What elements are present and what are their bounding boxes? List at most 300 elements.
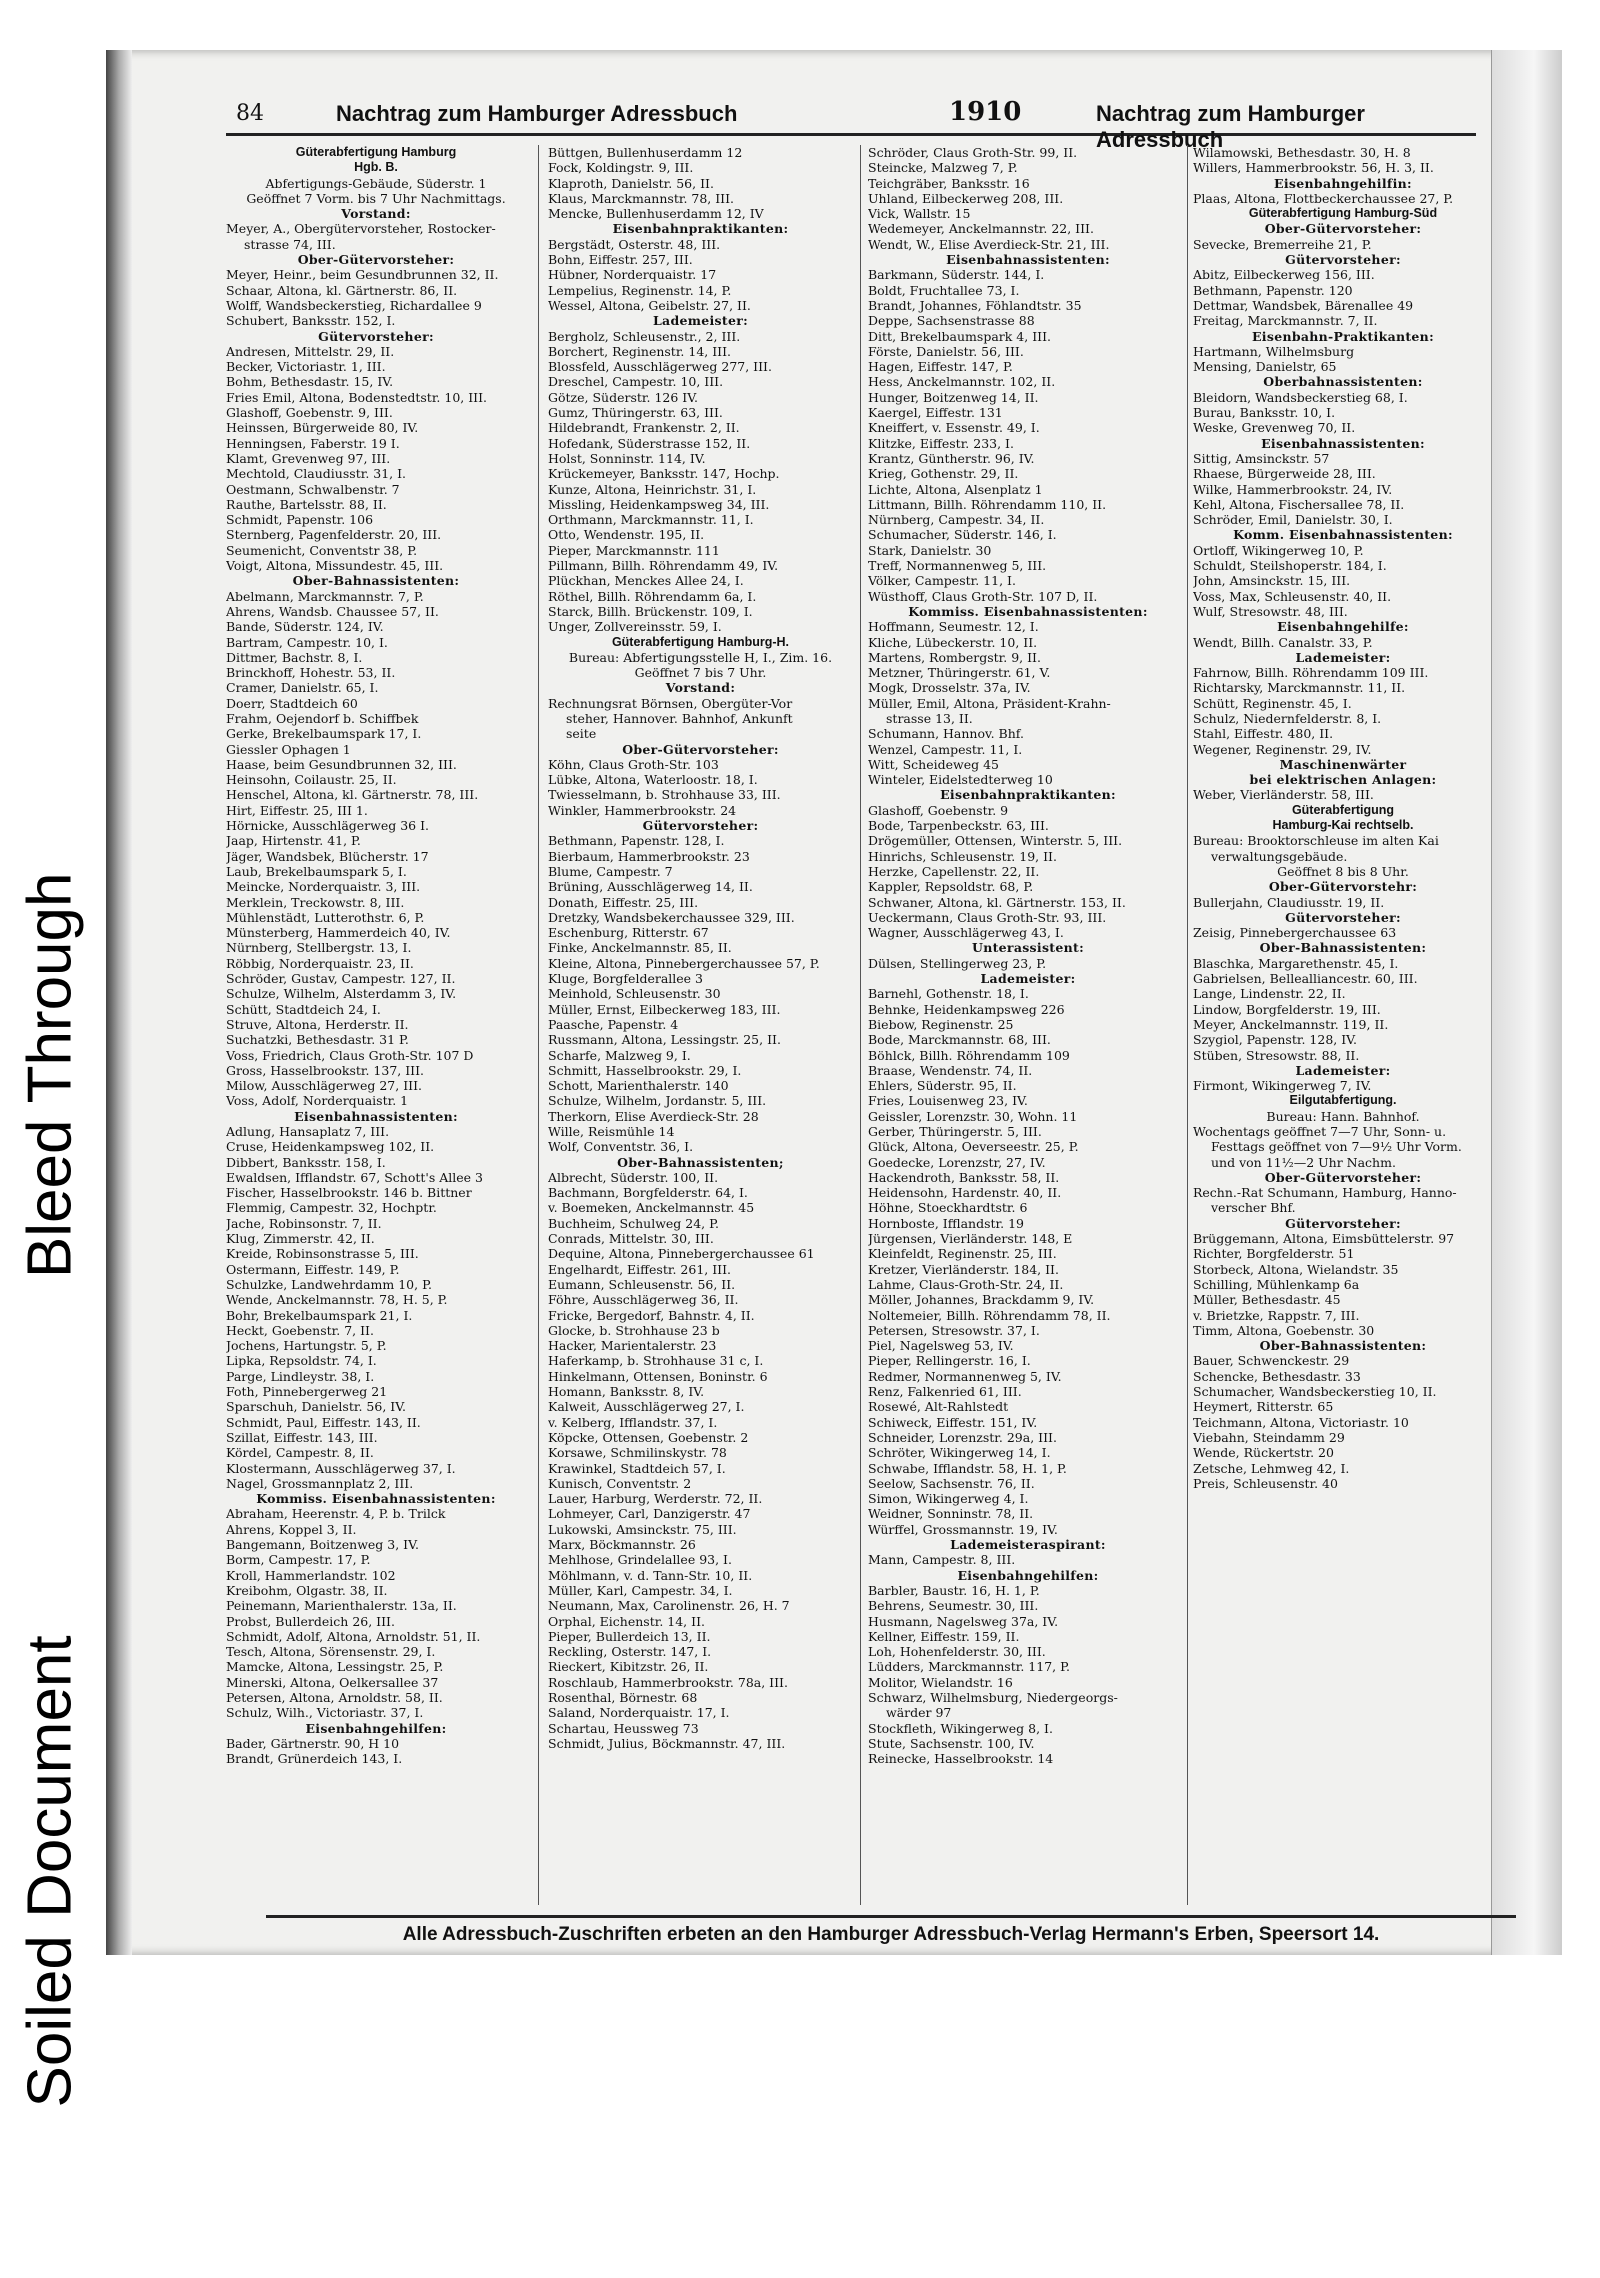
directory-entry: Mechtold, Claudiusstr. 31, I. xyxy=(226,466,407,482)
directory-entry: Hildebrandt, Frankenstr. 2, II. xyxy=(548,420,740,436)
directory-entry: Schwarz, Wilhelmsburg, Niedergeorgs- xyxy=(868,1689,1118,1705)
directory-entry: Russmann, Altona, Lessingstr. 25, II. xyxy=(548,1032,781,1048)
directory-entry: Holst, Sonninstr. 114, IV. xyxy=(548,450,706,466)
section-heading: Ober-Bahnassistenten: xyxy=(292,573,460,589)
page-footer: Alle Adressbuch-Zuschriften erbeten an den Hamburger Adressbuch-Verlag Hermann's Erben, Speersort 14. xyxy=(266,1915,1516,1946)
directory-entry: Kretzer, Vierländerstr. 184, II. xyxy=(868,1261,1059,1277)
directory-entry: Richtarsky, Marckmannstr. 11, II. xyxy=(1193,680,1406,696)
directory-entry: Bartram, Campestr. 10, I. xyxy=(226,634,388,650)
directory-entry: Stute, Sachsenstr. 100, IV. xyxy=(868,1735,1035,1751)
directory-entry: Bullerjahn, Claudiusstr. 19, II. xyxy=(1193,894,1385,910)
directory-entry: Fahrnow, Billh. Röhrendamm 109 III. xyxy=(1193,665,1429,681)
directory-entry: Pieper, Rellingerstr. 16, I. xyxy=(868,1353,1031,1369)
directory-entry: Lange, Lindenstr. 22, II. xyxy=(1193,986,1346,1002)
directory-entry: Piel, Nagelsweg 53, IV. xyxy=(868,1338,1014,1354)
directory-entry: Cruse, Heidenkampsweg 102, II. xyxy=(226,1139,435,1155)
directory-entry: Tesch, Altona, Sörensenstr. 29, I. xyxy=(226,1644,436,1660)
directory-entry: Schott, Marienthalerstr. 140 xyxy=(548,1078,729,1094)
directory-entry: Braase, Wendenstr. 74, II. xyxy=(868,1062,1033,1078)
entry-continuation: und von 11½—2 Uhr Nachm. xyxy=(1211,1154,1396,1170)
directory-entry: John, Amsinckstr. 15, III. xyxy=(1193,573,1351,589)
directory-entry: Uhland, Eilbeckerweg 208, III. xyxy=(868,190,1064,206)
directory-entry: Schulz, Wilh., Victoriastr. 37, I. xyxy=(226,1705,424,1721)
directory-entry: Minerski, Altona, Oelkersallee 37 xyxy=(226,1674,439,1690)
directory-entry: Meyer, Anckelmannstr. 119, II. xyxy=(1193,1016,1389,1032)
directory-entry: Twiesselmann, b. Strohhause 33, III. xyxy=(548,787,781,803)
directory-entry: Müller, Karl, Campestr. 34, I. xyxy=(548,1582,733,1598)
directory-entry: Pillmann, Billh. Röhrendamm 49, IV. xyxy=(548,558,779,574)
section-heading: Gütervorsteher: xyxy=(1285,909,1401,925)
directory-entry: Barnehl, Gothenstr. 18, I. xyxy=(868,986,1029,1002)
section-heading: Lademeister: xyxy=(652,313,749,329)
directory-entry: Wendt, Billh. Canalstr. 33, P. xyxy=(1193,634,1373,650)
directory-entry: Völker, Campestr. 11, I. xyxy=(868,573,1016,589)
directory-entry: Plaas, Altona, Flottbeckerchaussee 27, P. xyxy=(1193,190,1454,206)
directory-entry: Vick, Wallstr. 15 xyxy=(868,206,971,222)
directory-entry: Schuldt, Steilshoperstr. 184, I. xyxy=(1193,558,1387,574)
directory-entry: Behnke, Heidenkampsweg 226 xyxy=(868,1001,1065,1017)
directory-entry: Kaergel, Eiffestr. 131 xyxy=(868,405,1003,421)
directory-entry: Reckling, Osterstr. 147, I. xyxy=(548,1644,712,1660)
directory-entry: Bureau: Brooktorschleuse im alten Kai xyxy=(1193,833,1439,849)
directory-entry: Husmann, Nagelsweg 37a, IV. xyxy=(868,1613,1059,1629)
directory-entry: Rosenthal, Börnestr. 68 xyxy=(548,1689,698,1705)
directory-entry: Bohn, Eiffestr. 257, III. xyxy=(548,252,693,268)
directory-entry: Schencke, Bethesdastr. 33 xyxy=(1193,1368,1361,1384)
directory-entry: Wüsthoff, Claus Groth-Str. 107 D, II. xyxy=(868,588,1098,604)
directory-entry: Köhn, Claus Groth-Str. 103 xyxy=(548,756,719,772)
directory-entry: Unger, Zollvereinsstr. 59, I. xyxy=(548,619,722,635)
directory-entry: Jürgensen, Vierländerstr. 148, E xyxy=(868,1231,1073,1247)
directory-entry: Wochentags geöffnet 7—7 Uhr, Sonn- u. xyxy=(1193,1124,1447,1139)
directory-entry: Treff, Normannenweg 5, III. xyxy=(868,558,1047,574)
section-heading: Vorstand: xyxy=(341,206,411,222)
directory-entry: Lipka, Repsoldstr. 74, I. xyxy=(226,1353,377,1369)
directory-entry: Schütt, Reginenstr. 45, I. xyxy=(1193,695,1352,711)
directory-entry: Fock, Koldingstr. 9, III. xyxy=(548,160,694,176)
directory-entry: Frahm, Oejendorf b. Schiffbek xyxy=(226,710,419,726)
directory-entry: Lahme, Claus-Groth-Str. 24, II. xyxy=(868,1276,1064,1292)
section-heading: Komm. Eisenbahnassistenten: xyxy=(1233,527,1453,543)
directory-entry: Mühlenstädt, Lutterothstr. 6, P. xyxy=(226,909,425,925)
directory-entry: Bauer, Schwenckestr. 29 xyxy=(1193,1353,1350,1369)
directory-entry: Ueckermann, Claus Groth-Str. 93, III. xyxy=(868,909,1107,925)
directory-entry: Seumenicht, Conventstr 38, P. xyxy=(226,542,418,558)
directory-entry: Wilamowski, Bethesdastr. 30, H. 8 xyxy=(1193,145,1411,160)
directory-entry: Scharfe, Malzweg 9, I. xyxy=(548,1047,691,1063)
directory-entry: Klaus, Marckmannstr. 78, III. xyxy=(548,190,735,206)
directory-entry: Möhlmann, v. d. Tann-Str. 10, II. xyxy=(548,1567,753,1583)
directory-entry: Witt, Scheideweg 45 xyxy=(868,756,1000,772)
directory-entry: Hacker, Marientalerstr. 23 xyxy=(548,1338,717,1354)
directory-entry: Voss, Max, Schleusenstr. 40, II. xyxy=(1193,588,1392,604)
directory-entry: Schumann, Hannov. Bhf. xyxy=(868,726,1024,742)
section-heading: Lademeisteraspirant: xyxy=(950,1537,1106,1553)
directory-entry: Wille, Reismühle 14 xyxy=(548,1124,675,1139)
directory-entry: Krückemeyer, Banksstr. 147, Hochp. xyxy=(548,466,780,482)
directory-entry: Richter, Borgfelderstr. 51 xyxy=(1193,1246,1355,1262)
office-heading: Güterabfertigung Hamburg-H. xyxy=(611,634,790,649)
directory-entry: Kleine, Altona, Pinnebergerchaussee 57, P. xyxy=(548,955,820,971)
entry-continuation: strasse 74, III. xyxy=(244,236,336,252)
directory-entry: Kliche, Lübeckerstr. 10, II. xyxy=(868,634,1038,650)
directory-entry: Kunisch, Conventstr. 2 xyxy=(548,1475,692,1491)
directory-column-4 xyxy=(1193,145,1493,1910)
directory-entry: Hoffmann, Seumestr. 12, I. xyxy=(868,619,1039,635)
directory-entry: Voss, Adolf, Norderquaistr. 1 xyxy=(226,1093,409,1109)
directory-entry: Hinrichs, Schleusenstr. 19, II. xyxy=(868,848,1057,864)
book-binding xyxy=(106,50,132,1955)
column-divider xyxy=(860,145,861,1905)
office-info: Geöffnet 7 bis 7 Uhr. xyxy=(634,665,767,681)
directory-entry: Hinkelmann, Ottensen, Boninstr. 6 xyxy=(548,1368,768,1384)
banner-soiled-label: Soiled Document xyxy=(15,1635,85,2108)
directory-entry: Bande, Süderstr. 124, IV. xyxy=(226,619,384,635)
directory-entry: Müller, Ernst, Eilbeckerweg 183, III. xyxy=(548,1001,781,1017)
directory-entry: Schiweck, Eiffestr. 151, IV. xyxy=(868,1414,1038,1430)
header-year: 1910 xyxy=(949,97,1022,127)
directory-entry: Meyer, A., Obergütervorsteher, Rostocker- xyxy=(226,221,496,237)
directory-entry: Teichmann, Altona, Victoriastr. 10 xyxy=(1193,1414,1409,1430)
directory-entry: Wolf, Conventstr. 36, I. xyxy=(548,1139,694,1155)
section-heading: Eisenbahnassistenten: xyxy=(294,1108,458,1124)
directory-entry: Gerke, Brekelbaumspark 17, I. xyxy=(226,726,422,742)
directory-entry: Glück, Altona, Oeverseestr. 25, P. xyxy=(868,1139,1079,1155)
directory-entry: Petersen, Altona, Arnoldstr. 58, II. xyxy=(226,1689,443,1705)
directory-entry: Schröder, Claus Groth-Str. 99, II. xyxy=(868,145,1078,160)
directory-entry: Krantz, Güntherstr. 96, IV. xyxy=(868,450,1035,466)
side-banner xyxy=(0,0,100,2177)
directory-entry: Petersen, Stresowstr. 37, I. xyxy=(868,1322,1040,1338)
directory-column-1 xyxy=(226,145,526,1910)
directory-entry: Abelmann, Marckmannstr. 7, P. xyxy=(226,588,424,604)
directory-entry: Schröter, Wikingerweg 14, I. xyxy=(868,1445,1051,1461)
section-heading: Eisenbahnpraktikanten: xyxy=(940,787,1116,803)
directory-entry: Schmidt, Julius, Böckmannstr. 47, III. xyxy=(548,1735,786,1751)
directory-entry: Gerber, Thüringerstr. 5, III. xyxy=(868,1124,1042,1139)
directory-entry: Suchatzki, Bethesdastr. 31 P. xyxy=(226,1032,409,1048)
directory-entry: Zetsche, Lehmweg 42, I. xyxy=(1193,1460,1350,1476)
directory-entry: Schumacher, Wandsbeckerstieg 10, II. xyxy=(1193,1384,1437,1400)
directory-entry: Lukowski, Amsinckstr. 75, III. xyxy=(548,1521,737,1537)
directory-entry: Wende, Anckelmannstr. 78, H. 5, P. xyxy=(226,1292,448,1308)
directory-entry: Schartau, Heussweg 73 xyxy=(548,1720,699,1736)
directory-entry: Steincke, Malzweg 7, P. xyxy=(868,160,1018,176)
section-heading: Vorstand: xyxy=(665,680,736,696)
directory-entry: Henningsen, Faberstr. 19 I. xyxy=(226,435,400,451)
directory-entry: Lichte, Altona, Alsenplatz 1 xyxy=(868,481,1043,497)
directory-entry: Heymert, Ritterstr. 65 xyxy=(1193,1399,1334,1415)
section-heading: Lademeister: xyxy=(1295,649,1391,665)
directory-entry: Bethmann, Papenstr. 128, I. xyxy=(548,833,725,849)
directory-entry: Firmont, Wikingerweg 7, IV. xyxy=(1193,1078,1372,1094)
directory-entry: Jaap, Hirtenstr. 41, P. xyxy=(226,833,361,849)
directory-entry: Laub, Brekelbaumspark 5, I. xyxy=(226,863,407,879)
directory-entry: Boldt, Fruchtallee 73, I. xyxy=(868,282,1020,298)
directory-entry: Mehlhose, Grindelallee 93, I. xyxy=(548,1552,732,1568)
directory-entry: Stüben, Stresowstr. 88, II. xyxy=(1193,1047,1360,1063)
directory-entry: Dequine, Altona, Pinnebergerchaussee 61 xyxy=(548,1246,815,1262)
directory-entry: Goedecke, Lorenzstr, 27, IV. xyxy=(868,1154,1046,1170)
directory-entry: Mencke, Bullenhuserdamm 12, IV xyxy=(548,206,764,222)
directory-entry: Bohm, Bethesdastr. 15, IV. xyxy=(226,374,394,390)
directory-entry: Saland, Norderquaistr. 17, I. xyxy=(548,1705,730,1721)
section-heading: Eisenbahnpraktikanten: xyxy=(612,221,789,237)
directory-entry: Ahrens, Koppel 3, II. xyxy=(226,1521,357,1537)
directory-entry: Kunze, Altona, Heinrichstr. 31, I. xyxy=(548,481,757,497)
directory-entry: Kneiffert, v. Essenstr. 49, I. xyxy=(868,420,1040,436)
office-info: Abfertigungs-Gebäude, Süderstr. 1 xyxy=(265,175,487,191)
directory-entry: Plückhan, Menckes Allee 24, I. xyxy=(548,573,744,589)
directory-entry: Wende, Rückertstr. 20 xyxy=(1193,1445,1334,1461)
section-heading: Eisenbahnassistenten: xyxy=(946,252,1110,268)
directory-entry: Wedemeyer, Anckelmannstr. 22, III. xyxy=(868,221,1094,237)
directory-entry: Jäger, Wandsbek, Blücherstr. 17 xyxy=(226,848,429,864)
directory-entry: Weidner, Sonninstr. 78, II. xyxy=(868,1506,1034,1522)
directory-entry: Andresen, Mittelstr. 29, II. xyxy=(226,343,395,359)
directory-entry: Klostermann, Ausschlägerweg 37, I. xyxy=(226,1460,456,1476)
directory-entry: Jochens, Hartungstr. 5, P. xyxy=(226,1338,387,1354)
directory-entry: Herzke, Capellenstr. 22, II. xyxy=(868,863,1040,879)
entry-continuation: seite xyxy=(566,726,597,742)
section-heading: Ober-Gütervorsteher: xyxy=(1264,1169,1422,1185)
directory-entry: Blaschka, Margarethenstr. 45, I. xyxy=(1193,955,1399,971)
section-heading: Gütervorsteher: xyxy=(642,818,759,834)
directory-entry: Neumann, Max, Carolinenstr. 26, H. 7 xyxy=(548,1598,790,1614)
directory-entry: Hübner, Norderquaistr. 17 xyxy=(548,267,717,283)
directory-entry: Starck, Billh. Brückenstr. 109, I. xyxy=(548,603,753,619)
directory-entry: Rhaese, Bürgerweide 28, III. xyxy=(1193,466,1376,482)
directory-entry: Hunger, Boitzenweg 14, II. xyxy=(868,389,1039,405)
directory-entry: Renz, Falkenried 61, III. xyxy=(868,1384,1022,1400)
section-heading: Oberbahnassistenten: xyxy=(1263,374,1423,390)
directory-entry: Hörnicke, Ausschlägerweg 36 I. xyxy=(226,818,430,834)
directory-entry: Schmidt, Paul, Eiffestr. 143, II. xyxy=(226,1414,421,1430)
directory-entry: Brüggemann, Altona, Eimsbüttelerstr. 97 xyxy=(1193,1231,1455,1247)
section-heading: Eisenbahn-Praktikanten: xyxy=(1251,328,1434,344)
directory-entry: Sevecke, Bremerreihe 21, P. xyxy=(1193,236,1372,252)
directory-entry: Brinckhoff, Hohestr. 53, II. xyxy=(226,665,396,681)
directory-entry: Fries, Louisenweg 23, IV. xyxy=(868,1093,1028,1109)
directory-entry: Lauer, Harburg, Werderstr. 72, II. xyxy=(548,1491,763,1507)
office-heading: Güterabfertigung xyxy=(1291,802,1395,817)
entry-continuation: strasse 13, II. xyxy=(886,710,973,726)
directory-entry: Schaar, Altona, kl. Gärtnerstr. 86, II. xyxy=(226,282,458,298)
directory-entry: Schwaner, Altona, kl. Gärtnerstr. 153, II. xyxy=(868,894,1126,910)
directory-entry: Bader, Gärtnerstr. 90, H 10 xyxy=(226,1735,400,1751)
directory-entry: Wegener, Reginenstr. 29, IV. xyxy=(1193,741,1372,757)
directory-entry: Deppe, Sachsenstrasse 88 xyxy=(868,313,1035,329)
directory-entry: Abraham, Heerenstr. 4, P. b. Trilck xyxy=(226,1506,446,1522)
directory-entry: Kördel, Campestr. 8, II. xyxy=(226,1445,374,1461)
directory-entry: Finke, Anckelmannstr. 85, II. xyxy=(548,940,732,956)
directory-entry: Viebahn, Steindamm 29 xyxy=(1193,1429,1345,1445)
directory-entry: Weber, Vierländerstr. 58, III. xyxy=(1193,787,1374,803)
directory-entry: Kappler, Repsoldstr. 68, P. xyxy=(868,879,1034,895)
directory-entry: Seelow, Sachsenstr. 76, II. xyxy=(868,1475,1035,1491)
directory-entry: Wulf, Stresowstr. 48, III. xyxy=(1193,603,1348,619)
header-title-left: Nachtrag zum Hamburger Adressbuch xyxy=(336,101,738,126)
directory-entry: Meinhold, Schleusenstr. 30 xyxy=(548,986,721,1002)
directory-entry: Sternberg, Pagenfelderstr. 20, III. xyxy=(226,527,442,543)
directory-entry: Gross, Hasselbrookstr. 137, III. xyxy=(226,1062,425,1078)
directory-entry: Pieper, Marckmannstr. 111 xyxy=(548,542,720,558)
directory-entry: Orthmann, Marckmannstr. 11, I. xyxy=(548,512,754,528)
directory-entry: Schulze, Wilhelm, Jordanstr. 5, III. xyxy=(548,1093,767,1109)
directory-entry: Winkler, Hammerbrookstr. 24 xyxy=(548,802,737,818)
section-heading: Ober-Gütervorsteher: xyxy=(297,252,455,268)
office-info: Geöffnet 8 bis 8 Uhr. xyxy=(1277,863,1409,879)
directory-entry: Littmann, Billh. Röhrendamm 110, II. xyxy=(868,496,1107,512)
directory-entry: Haferkamp, b. Strohhause 31 c, I. xyxy=(548,1353,764,1369)
directory-entry: Lempelius, Reginenstr. 14, P. xyxy=(548,282,732,298)
section-heading: Eisenbahngehilfe: xyxy=(1277,619,1409,635)
office-heading: Hamburg-Kai rechtselb. xyxy=(1272,818,1414,833)
directory-entry: Winteler, Eidelstedterweg 10 xyxy=(868,772,1053,788)
directory-entry: Voss, Friedrich, Claus Groth-Str. 107 D xyxy=(226,1047,474,1063)
directory-entry: Lübke, Altona, Waterloostr. 18, I. xyxy=(548,772,758,788)
directory-entry: Krawinkel, Stadtdeich 57, I. xyxy=(548,1460,726,1476)
section-heading: Eisenbahngehilfin: xyxy=(1274,175,1412,191)
directory-entry: Röbbig, Norderquaistr. 23, II. xyxy=(226,955,414,971)
directory-entry: Nagel, Grossmannplatz 2, III. xyxy=(226,1475,414,1491)
directory-entry: Simon, Wikingerweg 4, I. xyxy=(868,1491,1029,1507)
directory-entry: Hornboste, Ifflandstr. 19 xyxy=(868,1215,1024,1231)
section-heading: Ober-Bahnassistenten; xyxy=(617,1154,784,1170)
section-heading: Eisenbahnassistenten: xyxy=(1261,435,1425,451)
directory-entry: Burau, Banksstr. 10, I. xyxy=(1193,405,1336,421)
directory-entry: Rosewé, Alt-Rahlstedt xyxy=(868,1399,1009,1415)
entry-continuation: steher, Hannover. Bahnhof, Ankunft xyxy=(566,710,793,726)
directory-entry: Stockfleth, Wikingerweg 8, I. xyxy=(868,1720,1053,1736)
directory-entry: Rauthe, Bartelsstr. 88, II. xyxy=(226,496,387,512)
directory-entry: v. Brietzke, Rappstr. 7, III. xyxy=(1193,1307,1360,1323)
section-heading: bei elektrischen Anlagen: xyxy=(1249,772,1437,788)
office-heading: Hgb. B. xyxy=(354,160,398,175)
directory-entry: Pieper, Bullerdeich 13, II. xyxy=(548,1628,711,1644)
directory-entry: Eumann, Schleusenstr. 56, II. xyxy=(548,1276,736,1292)
entry-continuation: verwaltungsgebäude. xyxy=(1211,848,1348,864)
section-heading: Ober-Bahnassistenten: xyxy=(1259,1338,1427,1354)
directory-entry: Conrads, Mittelstr. 30, III. xyxy=(548,1231,714,1247)
directory-entry: Brüning, Ausschlägerweg 14, II. xyxy=(548,879,753,895)
directory-entry: Oestmann, Schwalbenstr. 7 xyxy=(226,481,400,497)
directory-entry: Schumacher, Süderstr. 146, I. xyxy=(868,527,1057,543)
directory-entry: Bleidorn, Wandsbeckerstieg 68, I. xyxy=(1193,389,1408,405)
directory-entry: Rieckert, Kibitzstr. 26, II. xyxy=(548,1659,709,1675)
directory-entry: Schmidt, Papenstr. 106 xyxy=(226,512,374,528)
directory-entry: Barbler, Baustr. 16, H. 1, P. xyxy=(868,1582,1040,1598)
directory-column-3 xyxy=(868,145,1188,1910)
office-info: Bureau: Hann. Bahnhof. xyxy=(1266,1108,1420,1124)
directory-entry: Missling, Heidenkampsweg 34, III. xyxy=(548,496,770,512)
directory-entry: Brandt, Grünerdeich 143, I. xyxy=(226,1751,403,1767)
directory-entry: v. Boemeken, Anckelmannstr. 45 xyxy=(548,1200,755,1216)
directory-entry: Ahrens, Wandsb. Chaussee 57, II. xyxy=(226,603,439,619)
office-info: Geöffnet 7 Vorm. bis 7 Uhr Nachmittags. xyxy=(246,190,506,206)
directory-entry: Bangemann, Boitzenweg 3, IV. xyxy=(226,1537,419,1553)
directory-entry: Freitag, Marckmannstr. 7, II. xyxy=(1193,313,1378,329)
directory-entry: Reinecke, Hasselbrookstr. 14 xyxy=(868,1751,1054,1767)
directory-entry: Zeisig, Pinnebergerchaussee 63 xyxy=(1193,925,1397,941)
directory-entry: Martens, Rombergstr. 9, II. xyxy=(868,649,1041,665)
directory-entry: Geissler, Lorenzstr. 30, Wohn. 11 xyxy=(868,1108,1078,1124)
directory-entry: Lüdders, Marckmannstr. 117, P. xyxy=(868,1659,1070,1675)
directory-entry: Wessel, Altona, Geibelstr. 27, II. xyxy=(548,297,751,313)
section-heading: Ober-Gütervorsteher: xyxy=(622,741,779,757)
directory-entry: Dibbert, Banksstr. 158, I. xyxy=(226,1154,386,1170)
section-heading: Lademeister: xyxy=(980,971,1076,987)
directory-entry: Probst, Bullerdeich 26, III. xyxy=(226,1613,395,1629)
directory-entry: Szygiol, Papenstr. 128, IV. xyxy=(1193,1032,1357,1048)
directory-entry: Heckt, Goebenstr. 7, II. xyxy=(226,1322,374,1338)
section-heading: Maschinenwärter xyxy=(1279,756,1407,772)
directory-entry: Ehlers, Süderstr. 95, II. xyxy=(868,1078,1017,1094)
directory-entry: Kleinfeldt, Reginenstr. 25, III. xyxy=(868,1246,1057,1262)
banner-bleed-label: Bleed Through xyxy=(15,872,85,1279)
directory-entry: Kellner, Eiffestr. 159, II. xyxy=(868,1628,1020,1644)
page-number: 84 xyxy=(236,101,264,126)
directory-entry: Haase, beim Gesundbrunnen 32, III. xyxy=(226,756,457,772)
directory-entry: Flemmig, Campestr. 32, Hochptr. xyxy=(226,1200,437,1216)
directory-entry: Peinemann, Marienthalerstr. 13a, II. xyxy=(226,1598,457,1614)
directory-entry: Schröder, Emil, Danielstr. 30, I. xyxy=(1193,512,1393,528)
directory-entry: Metzner, Thüringerstr. 61, V. xyxy=(868,665,1051,681)
directory-entry: Nürnberg, Stellbergstr. 13, I. xyxy=(226,940,412,956)
directory-entry: Szillat, Eiffestr. 143, III. xyxy=(226,1429,378,1445)
directory-entry: Drögemüller, Ottensen, Winterstr. 5, III. xyxy=(868,833,1123,849)
page-edges xyxy=(1491,50,1562,1955)
directory-entry: Klitzke, Eiffestr. 233, I. xyxy=(868,435,1014,451)
directory-column-2 xyxy=(548,145,853,1910)
directory-entry: Rechn.-Rat Schumann, Hamburg, Hanno- xyxy=(1193,1185,1457,1201)
directory-entry: Orphal, Eichenstr. 14, II. xyxy=(548,1613,705,1629)
directory-entry: Ortloff, Wikingerweg 10, P. xyxy=(1193,542,1364,558)
directory-entry: Rechnungsrat Börnsen, Obergüter-Vor xyxy=(548,695,793,711)
directory-entry: Schmidt, Adolf, Altona, Arnoldstr. 51, II. xyxy=(226,1628,481,1644)
directory-entry: Paasche, Papenstr. 4 xyxy=(548,1016,679,1032)
directory-entry: Donath, Eiffestr. 25, III. xyxy=(548,894,699,910)
section-heading: Gütervorsteher: xyxy=(1285,252,1401,268)
directory-entry: Stahl, Eiffestr. 480, II. xyxy=(1193,726,1334,742)
directory-entry: Becker, Victoriastr. 1, III. xyxy=(226,359,386,375)
directory-entry: Glashoff, Goebenstr. 9, III. xyxy=(226,405,393,421)
directory-entry: Adlung, Hansaplatz 7, III. xyxy=(226,1124,390,1139)
directory-entry: Schmitt, Hasselbrookstr. 29, I. xyxy=(548,1062,742,1078)
directory-entry: Fischer, Hasselbrookstr. 146 b. Bittner xyxy=(226,1185,472,1201)
column-divider xyxy=(538,145,539,1905)
directory-entry: Loh, Hohenfelderstr. 30, III. xyxy=(868,1644,1046,1660)
directory-entry: Therkorn, Elise Averdieck-Str. 28 xyxy=(548,1108,759,1124)
directory-entry: Molitor, Wielandstr. 16 xyxy=(868,1674,1013,1690)
directory-entry: Gabrielsen, Bellealliancestr. 60, III. xyxy=(1193,971,1418,987)
directory-entry: Redmer, Normannenweg 5, IV. xyxy=(868,1368,1062,1384)
directory-entry: Blossfeld, Ausschlägerweg 277, III. xyxy=(548,359,772,375)
directory-entry: Lindow, Borgfelderstr. 19, III. xyxy=(1193,1001,1381,1017)
directory-entry: Blume, Campestr. 7 xyxy=(548,863,673,879)
directory-entry: Schulze, Wilhelm, Alsterdamm 3, IV. xyxy=(226,986,457,1002)
section-heading: Kommiss. Eisenbahnassistenten: xyxy=(908,603,1148,619)
banner-text xyxy=(15,703,86,2278)
directory-entry: Wagner, Ausschlägerweg 43, I. xyxy=(868,925,1064,941)
directory-entry: Meincke, Norderquaistr. 3, III. xyxy=(226,879,421,895)
entry-continuation: Festtags geöffnet von 7—9½ Uhr Vorm. xyxy=(1211,1139,1462,1155)
directory-entry: Otto, Wendenstr. 195, II. xyxy=(548,527,705,543)
entry-continuation: verscher Bhf. xyxy=(1211,1200,1296,1216)
directory-entry: Lohmeyer, Carl, Danzigerstr. 47 xyxy=(548,1506,751,1522)
directory-entry: Barkmann, Süderstr. 144, I. xyxy=(868,267,1045,283)
directory-entry: Homann, Banksstr. 8, IV. xyxy=(548,1384,705,1400)
